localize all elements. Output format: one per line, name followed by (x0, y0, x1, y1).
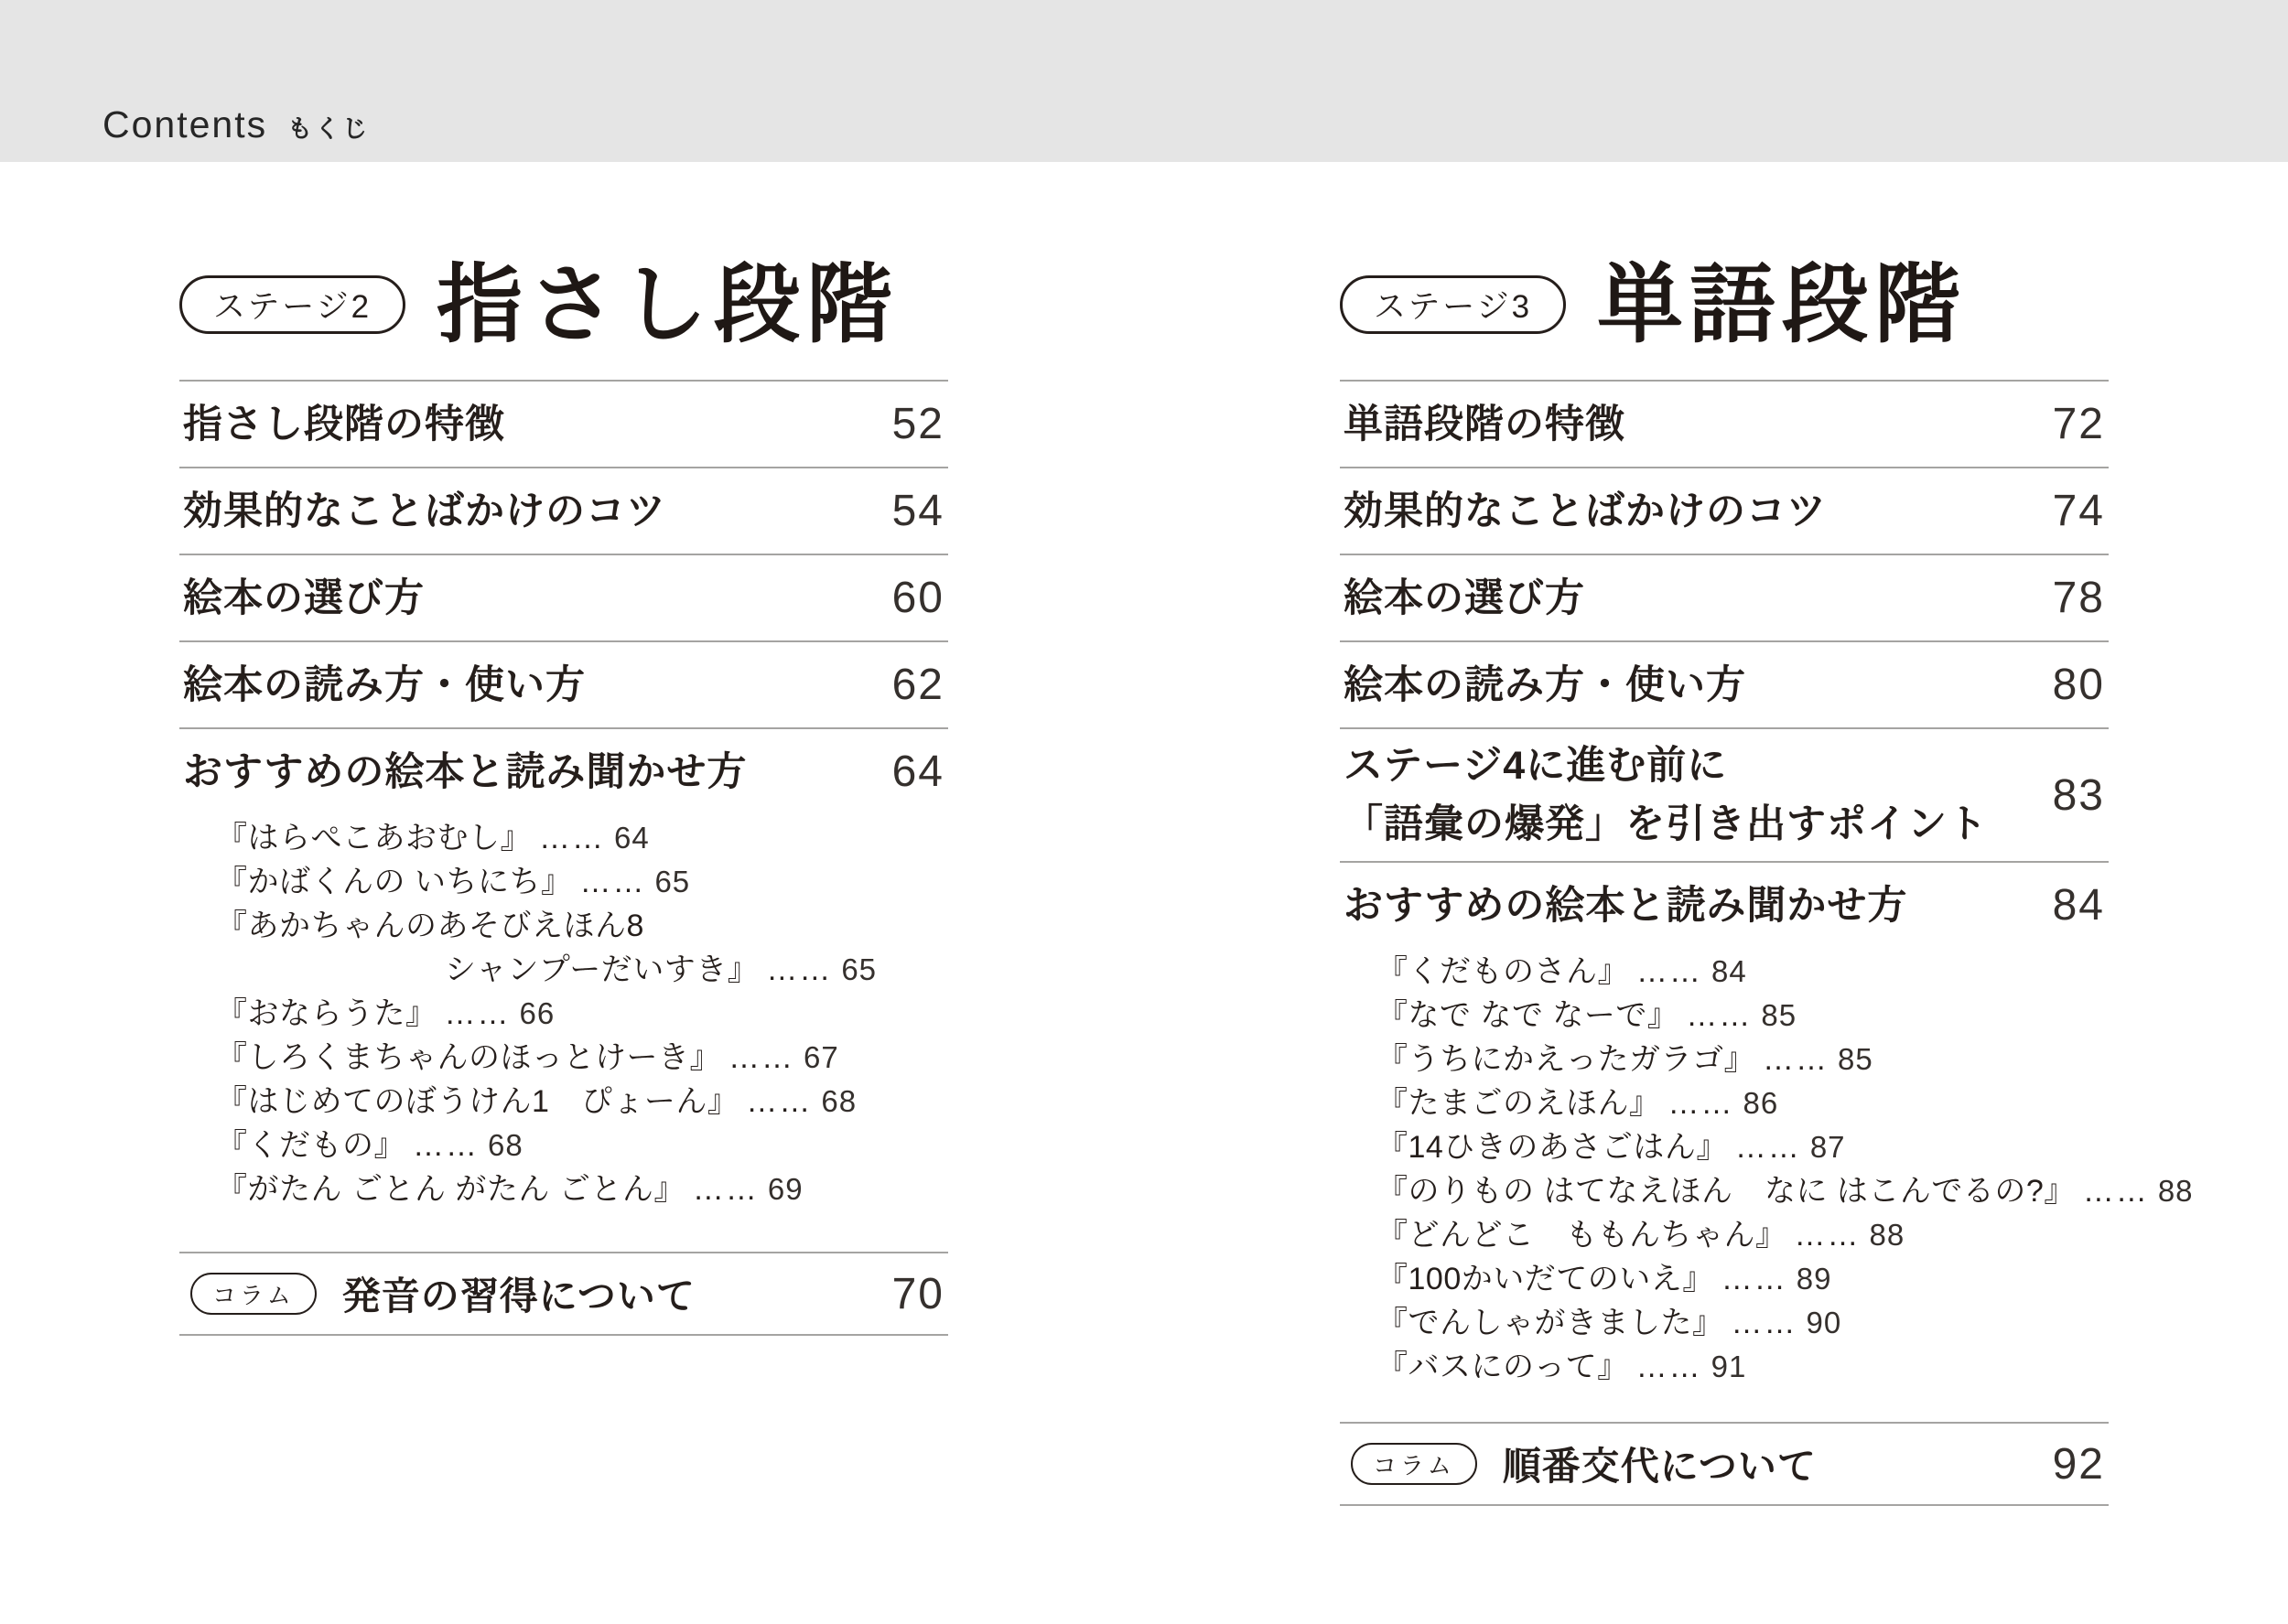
book-page: 86 (1743, 1086, 1779, 1120)
book-item (1376, 1345, 2109, 1389)
toc-item-label: 指さし段階の特徴 (183, 402, 505, 446)
toc-item-page: 80 (2052, 661, 2105, 709)
book-page: 64 (614, 821, 650, 855)
book-page: 88 (2157, 1174, 2194, 1208)
column-note (1340, 1422, 2109, 1506)
book-page: 69 (767, 1172, 804, 1206)
toc-item-page: 83 (2052, 770, 2105, 820)
toc-item (1340, 861, 2109, 948)
book-title: 『はじめてのぼうけん1 ぴょーん』 (216, 1084, 739, 1119)
book-title: 『バスにのって』 (1376, 1350, 1629, 1384)
toc-item (179, 380, 948, 467)
book-item (1376, 1081, 2109, 1125)
book-title: 『なで なで なーで』 (1376, 998, 1679, 1033)
toc-item-page: 62 (891, 661, 944, 709)
stage-header (1340, 247, 2109, 362)
book-item (216, 1036, 948, 1080)
book-title: 『はらぺこあおむし』 (216, 821, 532, 855)
book-page: 65 (841, 952, 878, 986)
book-page: 89 (1796, 1262, 1832, 1296)
book-page: 87 (1809, 1130, 1846, 1164)
toc-item-label: 絵本の選び方 (183, 575, 425, 620)
leader-dots: …… (1636, 954, 1702, 989)
toc-item (1340, 380, 2109, 467)
book-item (216, 992, 948, 1036)
toc-item-label: 絵本の読み方・使い方 (1344, 662, 1746, 707)
toc-item-label: 効果的なことばかけのコツ (1344, 489, 1827, 533)
book-title: 『がたん ごとん がたん ごとん』 (216, 1172, 685, 1207)
stage-badge: ステージ2 (179, 275, 405, 334)
book-item (216, 816, 948, 860)
book-list (179, 814, 948, 1252)
page-title: Contents (103, 103, 268, 145)
leader-dots: …… (1667, 1086, 1734, 1121)
toc-list (1340, 380, 2109, 948)
toc-item-page: 52 (891, 400, 944, 448)
toc-item (1340, 467, 2109, 554)
toc-item-page: 78 (2052, 574, 2105, 622)
stage3-column (1340, 247, 2194, 1506)
toc-item-label: おすすめの絵本と読み聞かせ方 (183, 749, 748, 794)
leader-dots: …… (692, 1172, 759, 1207)
book-title: 『おならうた』 (216, 996, 437, 1031)
book-item (1376, 1301, 2109, 1345)
leader-dots: …… (746, 1084, 813, 1119)
stage-header (179, 247, 948, 362)
book-item (1376, 950, 2109, 994)
book-title: 『しろくまちゃんのほっとけーき』 (216, 1040, 721, 1075)
book-title: 『かばくんの いちにち』 (216, 865, 573, 899)
book-item (216, 1124, 948, 1167)
stage-title: 単語段階 (1597, 256, 1968, 352)
book-page: 88 (1869, 1218, 1905, 1252)
toc-item-page: 84 (2052, 881, 2105, 930)
leader-dots: …… (1731, 1306, 1797, 1340)
toc-item-label: 効果的なことばかけのコツ (183, 489, 666, 533)
column-badge: コラム (1351, 1443, 1477, 1485)
toc-item-label: 絵本の選び方 (1344, 575, 1585, 620)
toc-list (179, 380, 948, 814)
toc-item (179, 727, 948, 814)
toc-item-page: 54 (891, 487, 944, 535)
note-page: 92 (2052, 1439, 2105, 1489)
leader-dots: …… (444, 996, 511, 1031)
toc-item-page: 74 (2052, 487, 2105, 535)
book-title: 『どんどこ ももんちゃん』 (1376, 1218, 1787, 1253)
toc-item-label: 絵本の読み方・使い方 (183, 662, 586, 707)
leader-dots: …… (579, 865, 646, 899)
book-title-line2-row (216, 948, 948, 992)
note-label: 順番交代について (1502, 1445, 1817, 1488)
leader-dots: …… (1721, 1262, 1787, 1296)
book-title: 『のりもの はてなえほん なに はこんでるの?』 (1376, 1174, 2076, 1209)
book-item (1376, 994, 2109, 1038)
toc-item (179, 554, 948, 640)
leader-dots: …… (413, 1128, 479, 1163)
book-page: 91 (1711, 1350, 1747, 1383)
note-left (183, 1266, 696, 1321)
book-title: 『くだもの』 (216, 1128, 405, 1163)
toc-item-page: 72 (2052, 400, 2105, 448)
toc-item (1340, 640, 2109, 727)
book-page: 90 (1806, 1306, 1842, 1339)
toc-item-page: 64 (891, 747, 944, 796)
book-page: 68 (488, 1128, 523, 1162)
book-title-line2: シャンプーだいすき』 (445, 952, 760, 987)
note-left (1344, 1436, 1817, 1491)
book-title: 『くだものさん』 (1376, 954, 1629, 989)
book-title: 『100かいだてのいえ』 (1376, 1262, 1714, 1296)
book-page: 66 (519, 996, 556, 1030)
header-band (0, 0, 2288, 162)
leader-dots: …… (1794, 1218, 1861, 1253)
book-list (1340, 948, 2194, 1422)
book-item (216, 1167, 948, 1211)
toc-item (179, 467, 948, 554)
leader-dots: …… (539, 821, 605, 855)
toc-item-label: おすすめの絵本と読み聞かせ方 (1344, 883, 1908, 928)
toc-item-label: ステージ4に進む前に 「語彙の爆発」を引き出すポイント (1344, 744, 1988, 846)
book-page: 65 (654, 865, 691, 898)
book-page: 85 (1761, 998, 1797, 1032)
book-title: 『たまごのえほん』 (1376, 1086, 1661, 1121)
book-page: 67 (804, 1040, 839, 1074)
book-title: 『でんしゃがきました』 (1376, 1306, 1724, 1340)
book-item (1376, 1038, 2109, 1081)
book-page: 68 (821, 1084, 858, 1118)
book-item (1376, 1257, 2109, 1301)
toc-item (1340, 727, 2109, 861)
note-page: 70 (891, 1269, 944, 1318)
page-title-ja: もくじ (287, 115, 371, 143)
book-item (216, 904, 948, 992)
book-item (216, 1080, 948, 1124)
leader-dots: …… (728, 1040, 794, 1075)
toc-item-label: 単語段階の特徴 (1344, 402, 1625, 446)
stage2-column (179, 247, 948, 1336)
toc-item (179, 640, 948, 727)
book-page: 84 (1711, 954, 1747, 988)
book-item (216, 860, 948, 904)
stage-title: 指さし段階 (437, 256, 900, 352)
leader-dots: …… (766, 952, 833, 987)
book-item (1376, 1169, 2194, 1213)
leader-dots: …… (1763, 1042, 1829, 1077)
toc-item (1340, 554, 2109, 640)
leader-dots: …… (1686, 998, 1753, 1033)
book-item (1376, 1125, 2109, 1169)
book-page: 85 (1838, 1042, 1873, 1076)
leader-dots: …… (1734, 1130, 1801, 1165)
column-note (179, 1252, 948, 1336)
leader-dots: …… (1635, 1350, 1702, 1384)
book-title: 『うちにかえったガラゴ』 (1376, 1042, 1755, 1077)
stage-badge: ステージ3 (1340, 275, 1566, 334)
toc-item-page: 60 (891, 574, 944, 622)
book-title: 『14ひきのあさごはん』 (1376, 1130, 1728, 1165)
book-item (1376, 1213, 2109, 1257)
note-label: 発音の習得について (341, 1274, 696, 1317)
leader-dots: …… (2082, 1174, 2149, 1209)
book-title: 『あかちゃんのあそびえほん8 (216, 909, 644, 943)
column-badge: コラム (190, 1273, 317, 1315)
